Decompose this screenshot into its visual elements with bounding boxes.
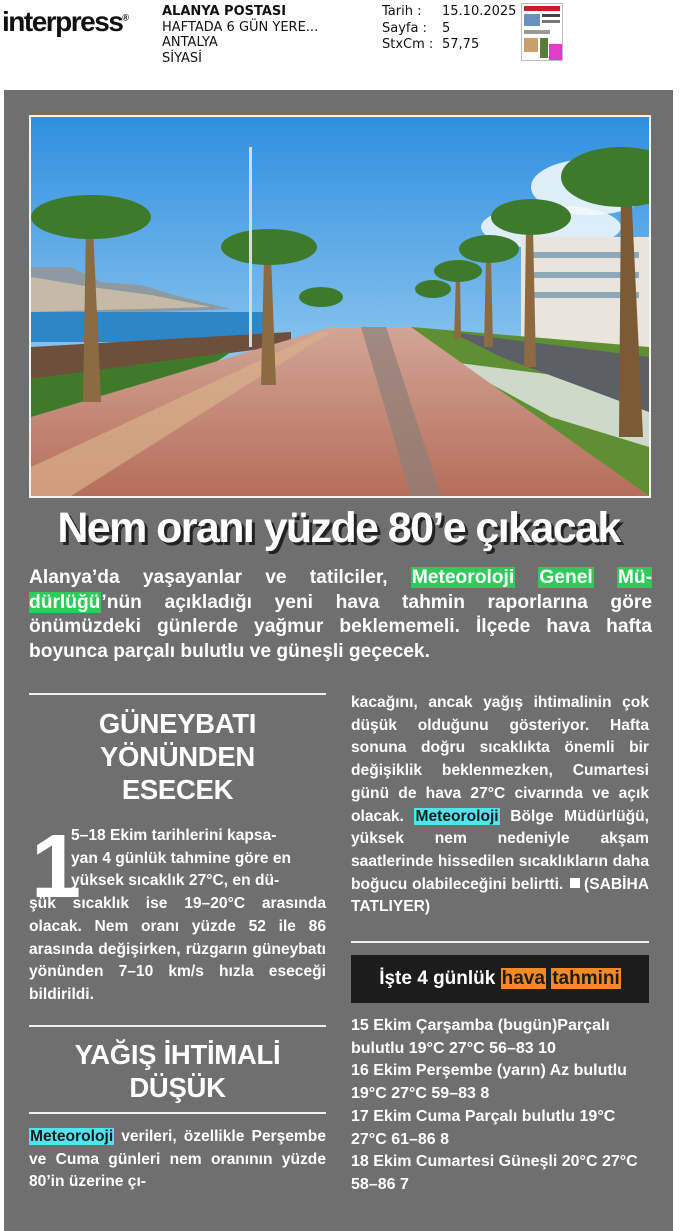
body-paragraph-3: kacağını, ancak yağış ihtimalinin çok düşük olduğunu gösteriyor. Hafta sonuna doğru sıcaklıkta önemli bir değişiklik beklenmezken, Cumartesi günü de hava 27°C civarında ve açık olacak. Meteoroloji Bölge Müdürlüğü, yüksek nem nedeniyle akşam saatlerinde hissedilen sıcaklıkların daha boğucu olabileceğini belirtti. (SABİHA TATLIYER) [351,694,649,916]
highlight-meteoroloji: Meteoroloji [411,567,515,588]
body-paragraph-1: 5–18 Ekim tarihlerini kapsa- yan 4 günlük tahmine göre en yüksek sıcaklık 27°C, en dü- şük sıcaklık ise 19–20°C arasında olacak. Nem oranı yüzde 52 ile 86 arasında değişirken, rüzgarın güneybatı yönünden 7–10 km/s hızla eseceği bildirildi. [29,827,326,1003]
meta-stxcm: StxCm : 57,75 [382,37,480,52]
subhead-guneybati: GÜNEYBATI YÖNÜNDEN ESECEK [98,708,257,805]
forecast-day: 17 Ekim Cuma Parçalı bulutlu 19°C 27°C 61–86 8 [351,1107,616,1148]
forecast-day: 15 Ekim Çarşamba (bugün)Parçalı bulutlu 19°C 27°C 56–83 10 [351,1017,610,1057]
publication-category: SİYASİ [162,50,202,66]
end-square-icon [570,878,580,888]
column-rule-middle [29,1025,326,1027]
publication-name: ALANYA POSTASI [162,4,287,19]
headline: Nem oranı yüzde 80’e çıkacak [57,504,620,552]
clipping-meta [382,4,516,54]
meta-date: Tarih : 15.10.2025 [382,4,517,19]
highlight-meteoroloji-2: Meteoroloji [30,1128,114,1145]
body-paragraph-2: Meteoroloji verileri, özellikle Perşembe ve Cuma günleri nem oranının yüzde 80’in üzerine çı- [29,1128,326,1191]
highlight-meteoroloji-3: Meteoroloji [415,807,499,825]
highlight-tahmini: tahmini [552,968,620,989]
forecast-day: 16 Ekim Perşembe (yarın) Az bulutlu 19°C 27°C 59–83 8 [351,1062,627,1103]
drop-cap: 1 [31,817,78,917]
publication-city: ANTALYA [162,35,218,50]
highlight-hava: hava [501,968,545,989]
forecast-list [351,1015,649,1197]
forecast-day: 18 Ekim Cumartesi Güneşli 20°C 27°C 58–86 7 [351,1153,638,1193]
column-rule-bottom [29,1112,326,1114]
publication-frequency: HAFTADA 6 GÜN YERE... [162,19,319,35]
author-underline [351,941,649,943]
highlight-genel: Genel [539,567,593,588]
newspaper-article [4,90,673,1231]
publication-info [162,4,318,66]
column-rule-top [29,693,326,695]
forecast-title-box: İşte 4 günlük hava tahmini [351,955,649,1003]
meta-page: Sayfa : 5 [382,20,451,36]
article-photo [29,115,651,498]
highlight-mudurlugu: Mü-dürlüğü [29,567,652,613]
clipping-header [0,0,683,86]
author-byline: (SABİHA TATLIYER) [351,875,649,916]
subhead-yagis: YAĞIŞ İHTİMALİ DÜŞÜK [74,1039,281,1103]
interpress-logo: interpress® [2,6,130,37]
page-thumbnail[interactable] [521,3,563,61]
lead-paragraph: Alanya’da yaşayanlar ve tatilciler, Meteoroloji Genel Mü-dürlüğü’nün açıkladığı yeni hava tahmin raporlarına göre önümüzdeki günlerde yağmur beklememeli. İlçede hava hafta boyunca parçalı bulutlu ve güneşli geçecek. [29,567,652,662]
